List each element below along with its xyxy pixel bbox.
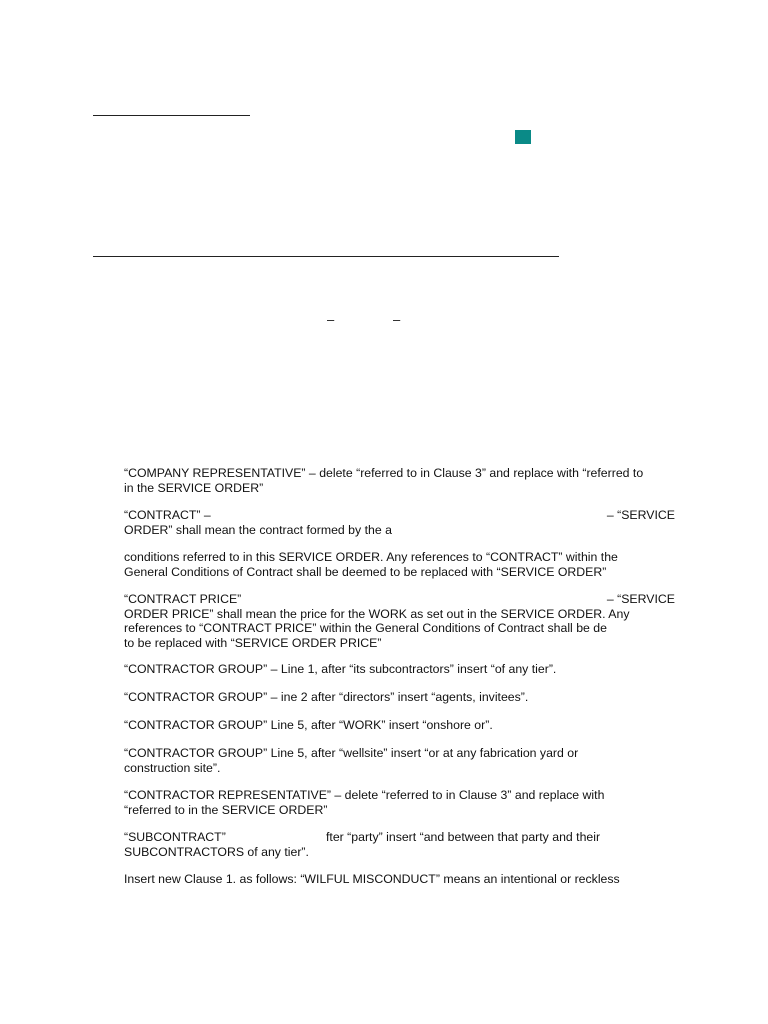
definition-contractor-group-line2 xyxy=(124,690,675,705)
definition-contractor-representative xyxy=(124,788,675,817)
teal-marker-square xyxy=(515,130,531,144)
paragraph-line xyxy=(124,592,675,607)
definition-contract xyxy=(124,508,675,537)
header-dash-right: – xyxy=(393,312,401,327)
paragraph-line: ORDER PRICE” shall mean the price for the WORK as set out in the SERVICE ORDER. Any xyxy=(124,606,630,621)
paragraph-line: construction site”. xyxy=(124,760,221,775)
line-left-fragment: “CONTRACT PRICE” xyxy=(124,592,242,606)
paragraph-line: “CONTRACTOR GROUP” Line 5, after “wellsite” insert “or at any fabrication yard or xyxy=(124,746,579,760)
definition-company-representative xyxy=(124,466,675,495)
definition-subcontract xyxy=(124,830,675,859)
long-underline-rule xyxy=(93,256,559,257)
definition-contractor-group-line5-work xyxy=(124,718,675,733)
paragraph-line: “referred to in the SERVICE ORDER” xyxy=(124,802,328,817)
paragraph-line xyxy=(124,830,675,845)
line-left-fragment: “CONTRACT” – xyxy=(124,508,211,522)
paragraph-line: “COMPANY REPRESENTATIVE” – delete “referred to in Clause 3” and replace with “referred to xyxy=(124,466,644,480)
header-dash-left: – xyxy=(327,312,335,327)
paragraph-line: “CONTRACTOR GROUP” Line 5, after “WORK” insert “onshore or”. xyxy=(124,718,493,732)
line-right-fragment: – “SERVICE xyxy=(606,592,675,606)
paragraph-line: “CONTRACTOR REPRESENTATIVE” – delete “referred to in Clause 3” and replace with xyxy=(124,788,605,802)
paragraph-line: conditions referred to in this SERVICE ORDER. Any references to “CONTRACT” within the xyxy=(124,550,618,564)
paragraph-line: in the SERVICE ORDER” xyxy=(124,480,264,495)
definition-contractor-group-line5-wellsite xyxy=(124,746,675,775)
short-underline-rule xyxy=(93,115,250,116)
definition-contract-price xyxy=(124,592,675,650)
paragraph-line xyxy=(124,508,675,523)
paragraph-line: “CONTRACTOR GROUP” – Line 1, after “its subcontractors” insert “of any tier”. xyxy=(124,662,557,676)
line-right-fragment: – “SERVICE xyxy=(606,508,675,522)
paragraph-line: references to “CONTRACT PRICE” within the General Conditions of Contract shall be de xyxy=(124,621,607,635)
line-left-fragment: “SUBCONTRACT” xyxy=(124,830,226,844)
paragraph-line: to be replaced with “SERVICE ORDER PRICE” xyxy=(124,635,382,650)
definition-contractor-group-line1 xyxy=(124,662,675,677)
paragraph-line: General Conditions of Contract shall be deemed to be replaced with “SERVICE ORDER” xyxy=(124,564,607,579)
paragraph-line: “CONTRACTOR GROUP” – ine 2 after “directors” insert “agents, invitees”. xyxy=(124,690,529,704)
line-right-fragment: fter “party” insert “and between that party and their xyxy=(326,830,601,844)
paragraph-line: ORDER” shall mean the contract formed by the a xyxy=(124,522,392,537)
definition-wilful-misconduct xyxy=(124,872,675,887)
paragraph-line: SUBCONTRACTORS of any tier”. xyxy=(124,844,309,859)
definition-contract-continued xyxy=(124,550,675,579)
paragraph-line: Insert new Clause 1. as follows: “WILFUL MISCONDUCT” means an intentional or reckless xyxy=(124,872,620,886)
